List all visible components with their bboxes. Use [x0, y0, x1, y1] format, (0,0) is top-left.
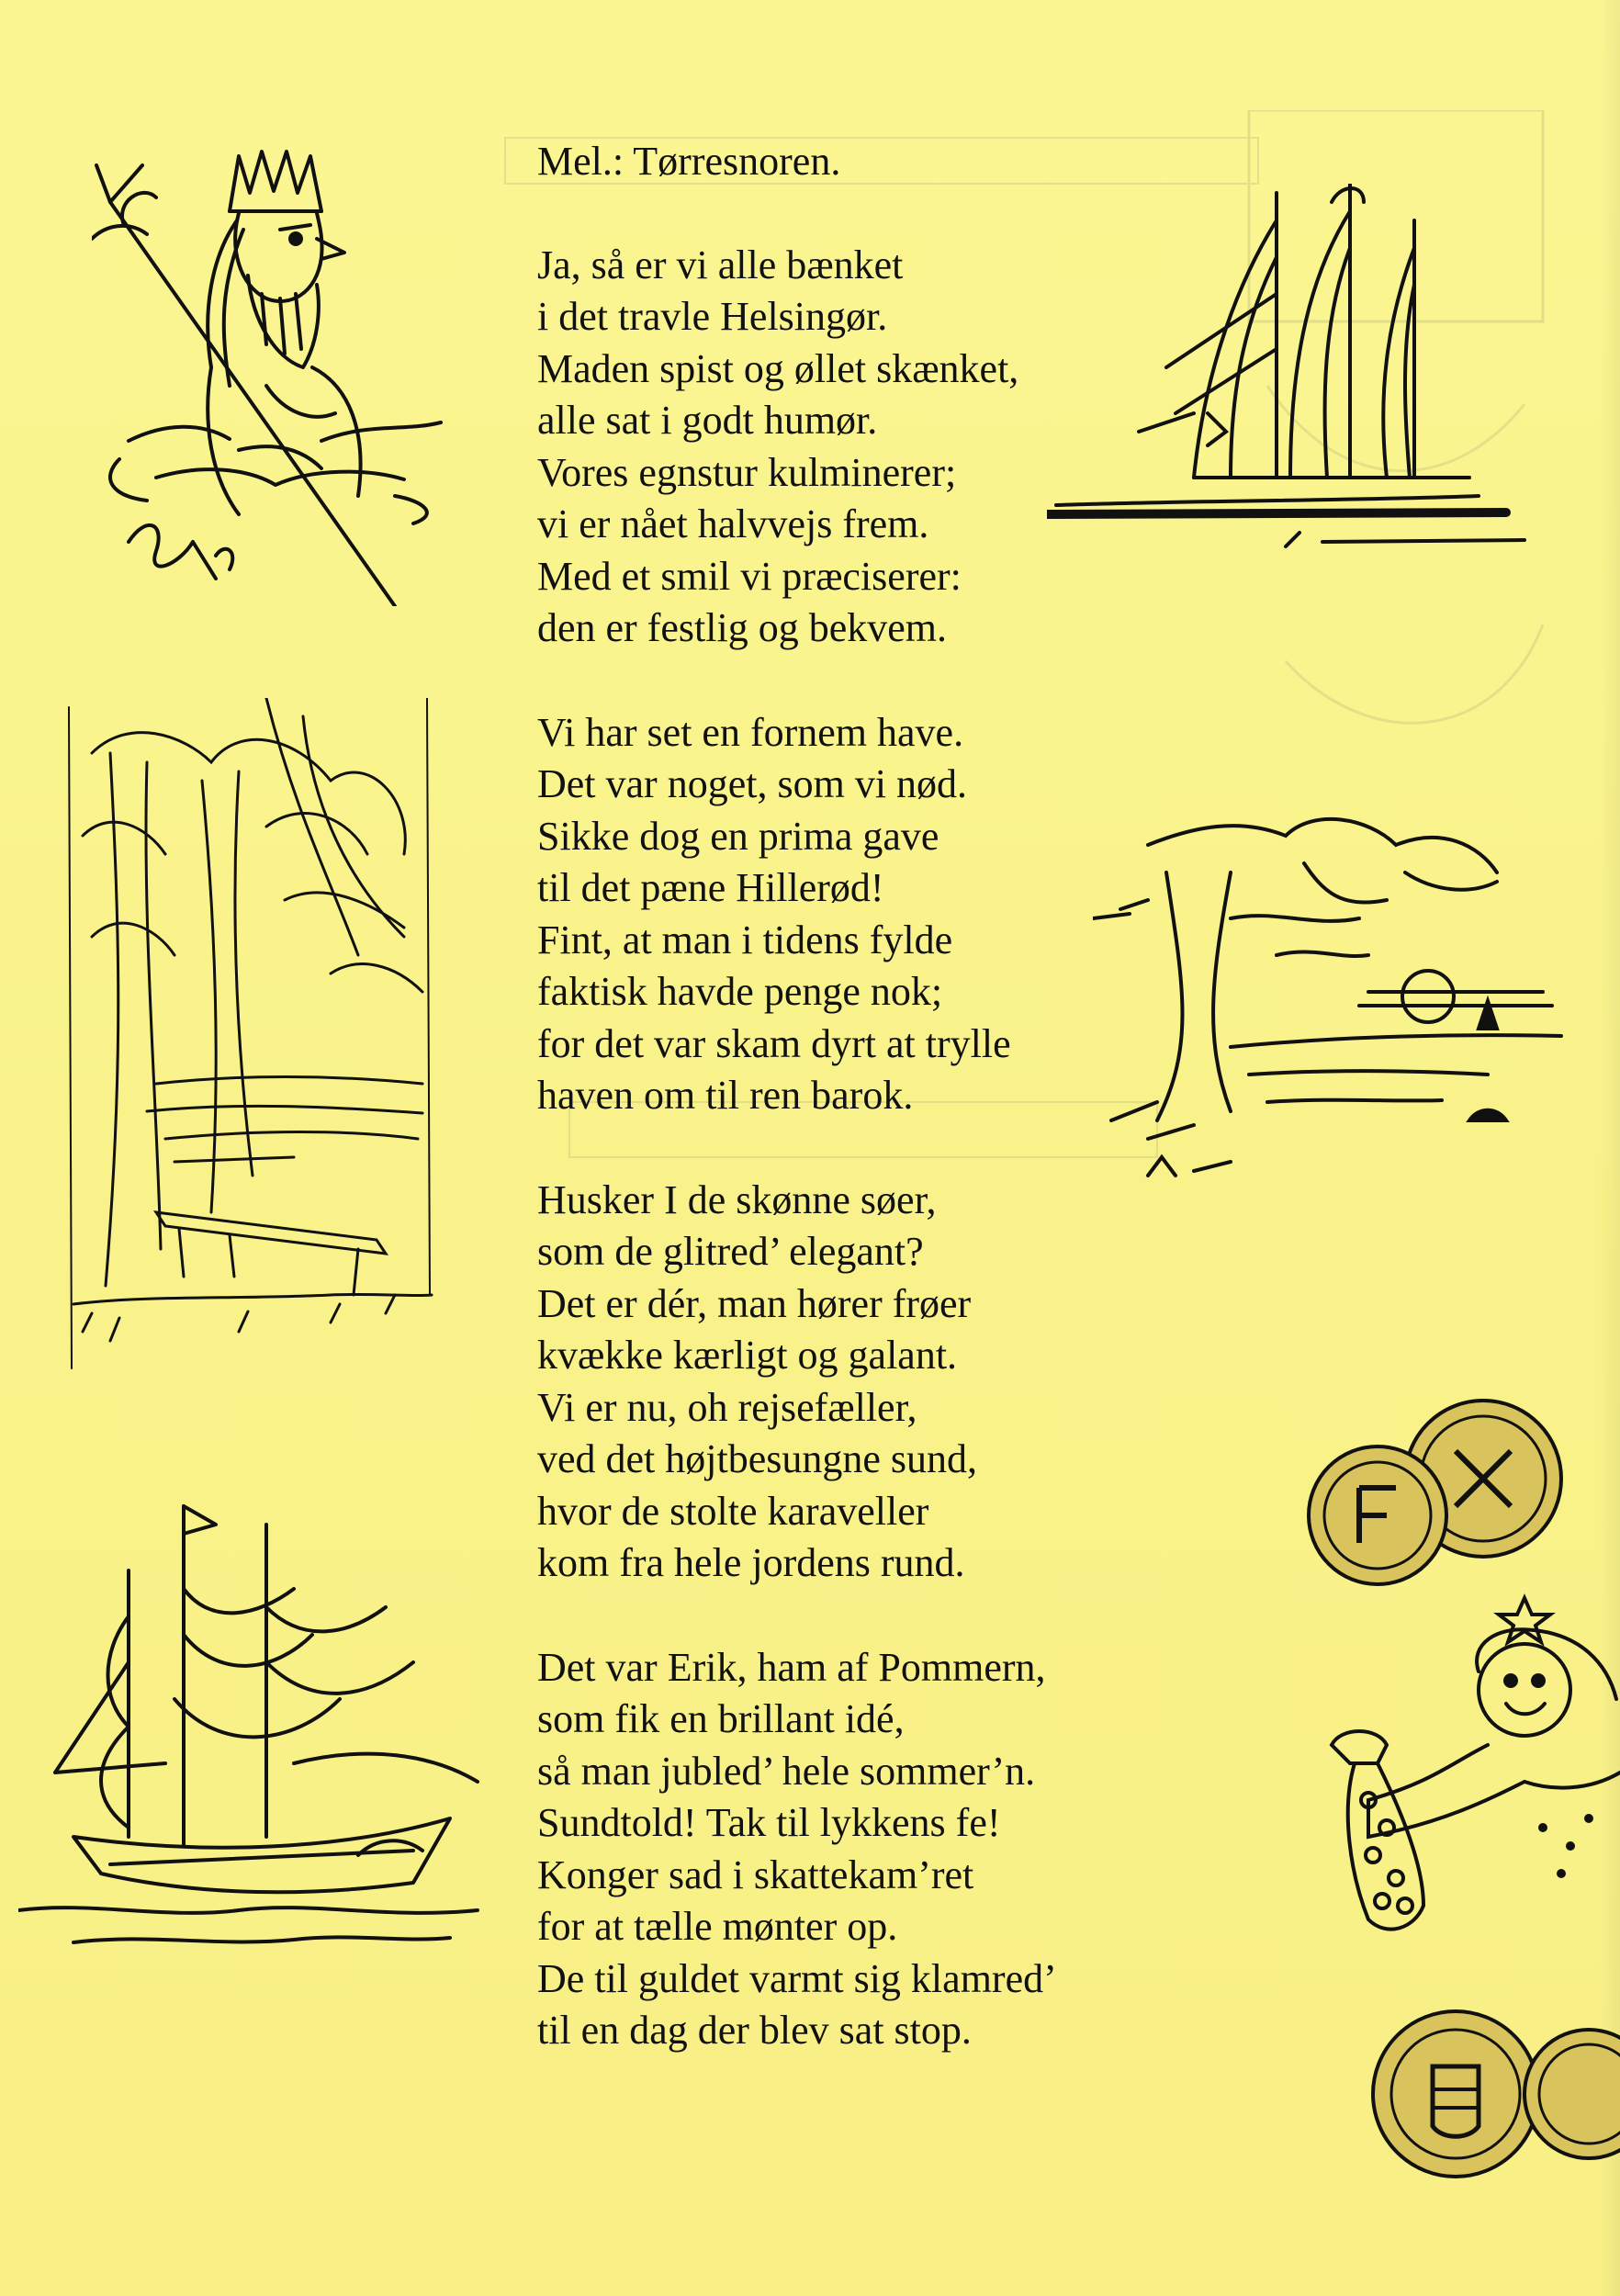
verse-line: Vores egnstur kulminerer; [537, 449, 957, 495]
verse-line: Vi har set en fornem have. [537, 709, 964, 755]
verse-line: som fik en brillant idé, [537, 1696, 905, 1741]
verse-line: faktisk havde penge nok; [537, 969, 943, 1014]
verse-line: for at tælle mønter op. [537, 1904, 898, 1949]
verse-line: i det travle Helsingør. [537, 294, 888, 339]
verse-line: Vi er nu, oh rejsefæller, [537, 1384, 917, 1430]
trees-bench-lake-icon [55, 698, 441, 1378]
melody-line: Mel.: Tørresnoren. [537, 139, 841, 184]
galleon-illustration [18, 1488, 496, 1965]
neptune-illustration [92, 147, 459, 606]
neptune-with-trident-icon [92, 147, 459, 606]
verse-line: hvor de stolte karaveller [537, 1488, 929, 1534]
verse-line: Sundtold! Tak til lykkens fe! [537, 1800, 1001, 1845]
verse-line: kvække kærligt og galant. [537, 1333, 958, 1378]
tree-coast-sun-icon [1093, 808, 1570, 1194]
verse-line: alle sat i godt humør. [537, 398, 878, 443]
verse-line: Konger sad i skattekam’ret [537, 1851, 974, 1897]
stanza-3 [537, 1175, 1180, 1590]
coins-icon [1295, 1387, 1570, 1589]
verse-line: vi er nået halvvejs frem. [537, 501, 929, 546]
verse-line: ved det højtbesungne sund, [537, 1436, 978, 1481]
stanza-2 [537, 707, 1180, 1122]
fairy-with-purse-illustration [1313, 1589, 1620, 1956]
verse-line: Sikke dog en prima gave [537, 813, 939, 859]
fairy-with-money-bag-icon [1313, 1589, 1620, 1956]
stanza-4 [537, 1642, 1180, 2057]
coast-tree-illustration [1093, 808, 1570, 1194]
verse-line: Ja, så er vi alle bænket [537, 242, 904, 287]
sailing-ship-top-illustration [1047, 184, 1561, 569]
coins-icon [1368, 2002, 1620, 2186]
verse-line: Det var Erik, ham af Pommern, [537, 1644, 1046, 1690]
coins-bottom-illustration [1368, 2002, 1620, 2186]
verse-line: til det pæne Hillerød! [537, 865, 884, 910]
verse-line: Maden spist og øllet skænket, [537, 345, 1019, 391]
verse-line: til en dag der blev sat stop. [537, 2008, 972, 2053]
sailing-ship-icon [1047, 184, 1561, 569]
verse-line: kom fra hele jordens rund. [537, 1540, 965, 1585]
galleon-ship-icon [18, 1488, 496, 1965]
verse-line: De til guldet varmt sig klamred’ [537, 1955, 1057, 2001]
verse-line: Det var noget, som vi nød. [537, 761, 968, 806]
verse-line: Husker I de skønne søer, [537, 1176, 937, 1222]
verse-line: for det var skam dyrt at trylle [537, 1020, 1011, 1066]
park-bench-illustration [55, 698, 441, 1378]
verse-line: Med et smil vi præciserer: [537, 553, 962, 599]
verse-line: Det er dér, man hører frøer [537, 1280, 972, 1326]
verse-line: så man jubled’ hele sommer’n. [537, 1748, 1036, 1794]
verse-line: haven om til ren barok. [537, 1073, 914, 1118]
verse-line: Fint, at man i tidens fylde [537, 917, 953, 962]
coins-top-illustration [1295, 1387, 1570, 1589]
verse-line: som de glitred’ elegant? [537, 1229, 924, 1274]
verse-line: den er festlig og bekvem. [537, 605, 947, 650]
